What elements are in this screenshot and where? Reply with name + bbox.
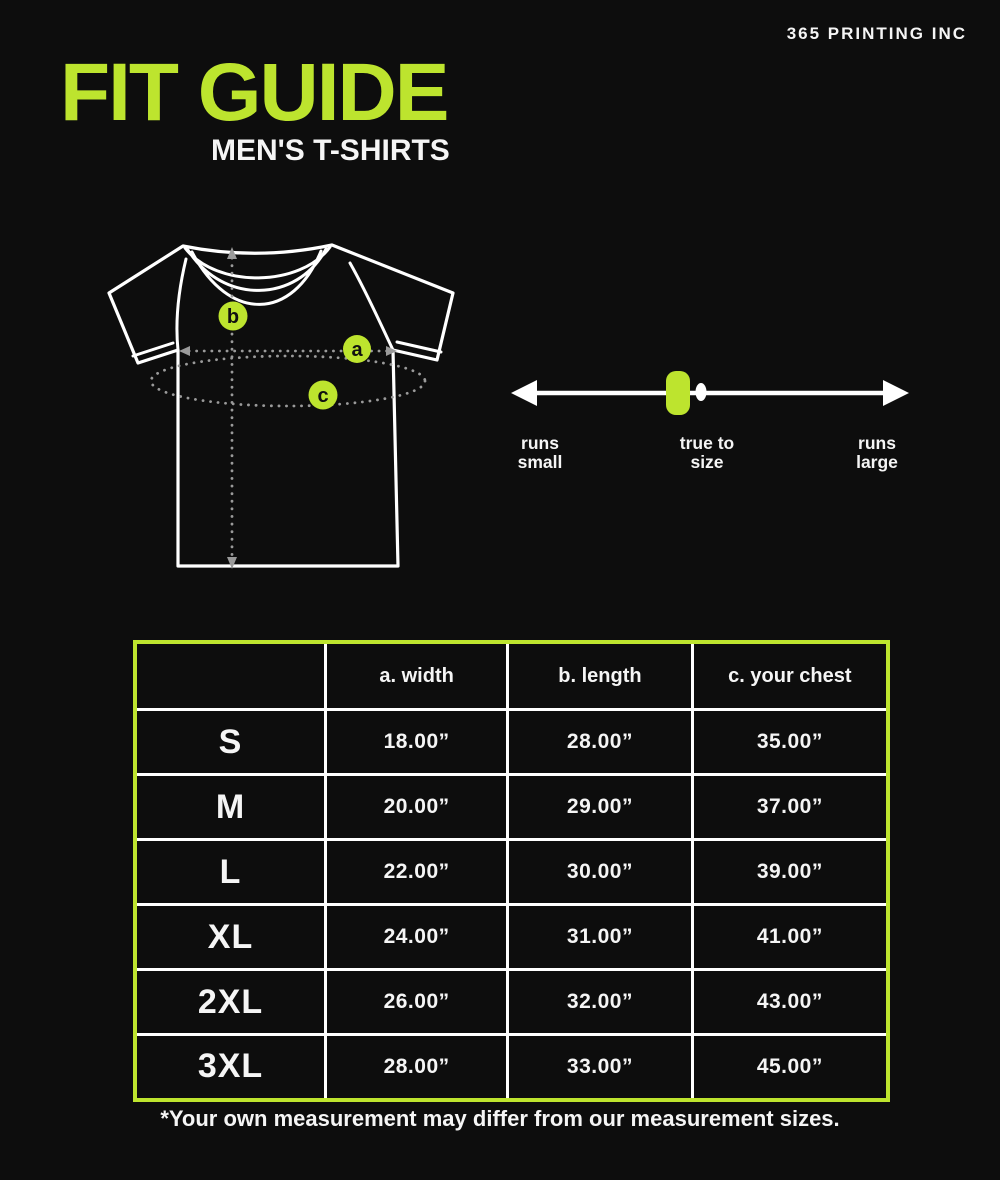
marker-b-label: b	[226, 306, 240, 328]
table-row-m	[135, 775, 888, 840]
table-row-3xl	[135, 1035, 888, 1100]
width-cell: 22.00”	[326, 840, 508, 905]
width-cell: 24.00”	[326, 905, 508, 970]
table-row-2xl	[135, 970, 888, 1035]
chest-cell: 45.00”	[692, 1035, 888, 1100]
header-chest-cell: c. your chest	[692, 642, 888, 710]
fit-scale	[505, 358, 915, 488]
runs-large-label: runs large	[856, 433, 898, 472]
width-cell: 20.00”	[326, 775, 508, 840]
length-cell: 33.00”	[508, 1035, 692, 1100]
fit-scale-arrow	[505, 358, 915, 428]
chest-cell: 35.00”	[692, 710, 888, 775]
chest-cell: 43.00”	[692, 970, 888, 1035]
size-cell: S	[135, 710, 326, 775]
width-arrow-left-icon	[179, 346, 190, 356]
chest-measure-ellipse	[151, 356, 425, 406]
header-size-cell	[135, 642, 326, 710]
length-cell: 29.00”	[508, 775, 692, 840]
length-cell: 31.00”	[508, 905, 692, 970]
width-cell: 18.00”	[326, 710, 508, 775]
size-cell: M	[135, 775, 326, 840]
marker-a-label: a	[351, 339, 363, 361]
header-length-cell: b. length	[508, 642, 692, 710]
fit-scale-dot	[696, 383, 707, 401]
size-cell: 3XL	[135, 1035, 326, 1100]
table-row-l	[135, 840, 888, 905]
chest-cell: 41.00”	[692, 905, 888, 970]
table-row-s	[135, 710, 888, 775]
brand-name: 365 PRINTING INC	[786, 24, 967, 43]
marker-c-label: c	[317, 385, 329, 407]
length-cell: 28.00”	[508, 710, 692, 775]
fit-scale-arrow-right-icon	[883, 380, 909, 406]
measurement-disclaimer: *Your own measurement may differ from our measurement sizes.	[160, 1106, 840, 1131]
size-chart-table	[133, 640, 890, 1102]
size-cell: XL	[135, 905, 326, 970]
size-cell: 2XL	[135, 970, 326, 1035]
size-cell: L	[135, 840, 326, 905]
tshirt-measurement-diagram	[105, 243, 475, 583]
fit-scale-marker	[666, 371, 690, 415]
page-subtitle: MEN'S T-SHIRTS	[211, 134, 450, 167]
chest-cell: 37.00”	[692, 775, 888, 840]
page-title: FIT GUIDE	[60, 47, 448, 138]
size-chart-header-row	[135, 642, 888, 710]
true-to-size-label: true to size	[679, 433, 735, 472]
width-cell: 26.00”	[326, 970, 508, 1035]
length-cell: 30.00”	[508, 840, 692, 905]
runs-small-label: runs small	[517, 433, 563, 472]
fit-scale-arrow-left-icon	[511, 380, 537, 406]
collar-lines-icon	[185, 247, 330, 304]
header-width-cell: a. width	[326, 642, 508, 710]
tshirt-outline-icon	[109, 245, 453, 566]
length-cell: 32.00”	[508, 970, 692, 1035]
fit-scale-labels	[505, 428, 915, 483]
table-row-xl	[135, 905, 888, 970]
chest-cell: 39.00”	[692, 840, 888, 905]
width-cell: 28.00”	[326, 1035, 508, 1100]
